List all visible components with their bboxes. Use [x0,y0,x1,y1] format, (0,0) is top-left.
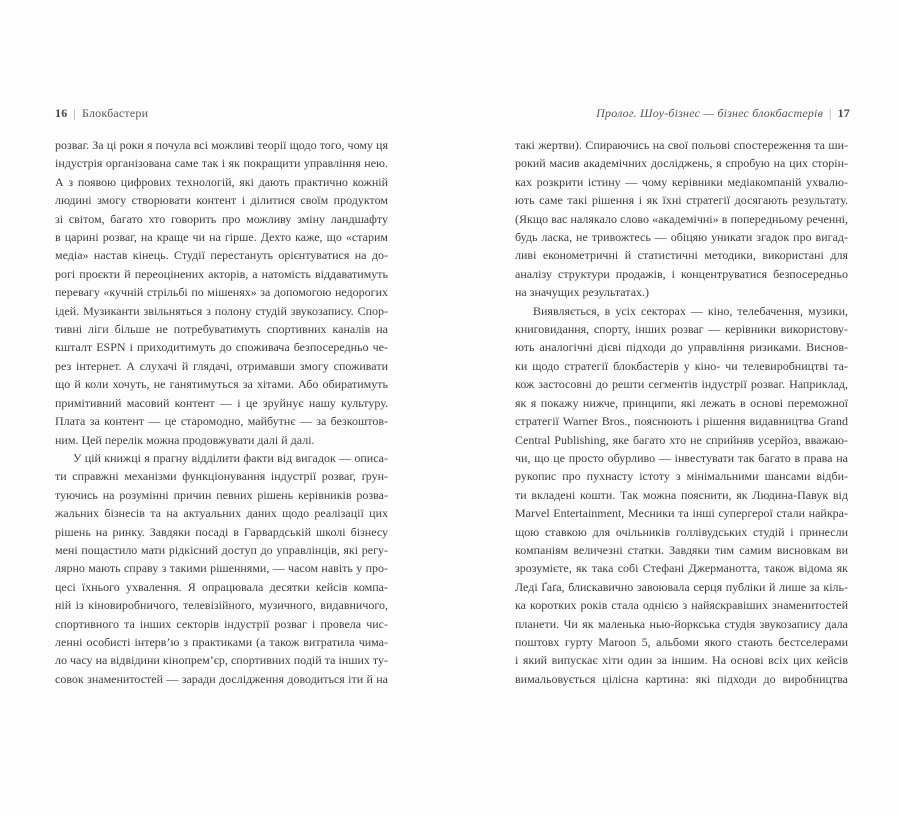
text-line: Central Publishing, яке багато хто не сприйняв усерйоз, вважаю- [515,432,848,447]
text-line: ленні особисті інтерв’ю з практиками (а також витратила чима- [55,634,388,649]
text-line: (Якщо вас налякало слово «академічні» в попередньому реченні, [515,211,848,226]
text-line: ти вкладені кошти. Так можна пояснити, як Людина-Павук від [515,487,848,502]
text-line: розваг. За ці роки я почула всі можливі теорії щодо того, чому ця [55,138,388,152]
text-line: щою ставкою для очільників голлівудських студій і принесли [515,524,848,539]
text-line: ній із кіновиробничого, телевізійного, музичного, видавничого, [55,598,388,613]
text-line: ним. Цей перелік можна продовжувати далі й далі. [55,432,315,447]
text-line: планети. Чи як маленька нью-йоркська студія звукозапису дала [515,616,848,631]
text-line: рогі проєкти й переоцінених акторів, а натомість віддаватимуть [55,266,388,281]
left-page-number: 16 [55,106,68,120]
text-line: примітивний масовий контент — і це зруйнує нашу культуру. [55,395,388,410]
text-line: ка коротких років стала однією з найяскравіших знаменитостей [515,598,848,613]
text-line: рішень на ринку. Завдяки посаді в Гарвардській школі бізнесу [55,524,388,539]
left-text-column [55,136,388,688]
text-line: Плата за контент — це старомодно, майбутнє — за безкоштов- [55,414,388,429]
text-line: стратегії Warner Bros., пояснюють і рішення видавництва Grand [515,414,848,429]
left-page-running-header [55,105,388,121]
text-line: кшталт ESPN і приходитимуть до споживача безпосередньо че- [55,340,388,355]
right-page-number: 17 [837,106,850,120]
text-line: поштовх гурту Maroon 5, альбоми якого стають бестселерами [515,634,848,649]
text-line: Marvel Entertainment, Месники та інші супергерої стали найкра- [515,506,848,521]
text-line: рукопис про пухнасту істоту з мінімальними шансами відби- [515,469,848,484]
text-line: ки щодо стратегії блокбастерів у кіно- чи телевиробництві та- [515,358,848,373]
text-line: ідей. Музиканти звільняться з полону студій звукозапису. Спор- [55,303,388,318]
text-line: такі жертви). Спираючись на свої польові спостереження та ши- [515,138,848,152]
text-line: зі світом, багато хто говорить про можливу зміну ландшафту [55,211,388,226]
text-line: в царині розваг, на краще чи на гірше. Дехто каже, що «старим [55,230,388,245]
text-line: зрозумієте, як така собі Стефані Джерманотта, також відома як [515,561,848,576]
text-line: перевагу «кучній стрільбі по мішенях» за допомогою недорогих [55,285,388,300]
text-line: будь ласка, не тривожтесь — обіцяю уникати згадок про вигад- [515,230,848,245]
text-line: жальних бізнесів та на актуальних даних щодо реалізації цих [55,506,388,521]
text-line: книговидання, спорту, інших розваг — керівники використову- [515,322,848,337]
text-line: совок знаменитостей — заради дослідження доводиться іти й на [55,671,388,686]
text-line: і який випускає хіти один за іншим. На основі всіх цих кейсів [515,653,848,668]
text-line: на значущих результатах.) [515,285,650,300]
text-line: компаніям величезні статки. Завдяки тим самим висновкам ви [515,542,848,557]
left-header-title: Блокбастери [82,106,149,120]
text-line: цесі їхнього ухвалення. Я опрацювала десятки кейсів компа- [55,579,388,594]
right-header-title: Пролог. Шоу-бізнес — бізнес блокбастерів [596,106,823,120]
text-line: як я покажу нижче, принципи, які лежать в основі переможної [515,395,848,410]
text-line: що й коли хочуть, не ганятимуться за хітами. Або обиратимуть [55,377,388,392]
text-line: туючись на розумінні причин певних рішень керівників розва- [55,487,388,502]
text-line: рез інтернет. А слухачі й глядачі, отримавши змогу споживати [55,358,388,373]
text-line: індустрія організована саме так і як покращити управління нею. [55,156,388,171]
text-line: вимальовується цілісна картина: які підходи до виробництва [515,671,848,686]
text-line: ють саме такі рішення і як їхні стратегії досягають результату. [515,193,848,208]
text-line: рокий масив академічних досліджень, я спробую на цих сторін- [515,156,848,171]
text-line: лярно мають справу з такими рішеннями, — часом навіть у про- [55,561,388,576]
text-line: ють аналогічні дієві підходи до управління ризиками. Виснов- [515,340,848,355]
text-line: У цій книжці я прагну відділити факти від вигадок — описа- [73,450,388,465]
text-line: тивні ліги більше не потребуватимуть спортивних каналів на [55,322,388,337]
text-line: аналізу структури продажів, і концентруватися безпосередньо [515,266,848,281]
text-line: Виявляється, в усіх секторах — кіно, телебачення, музики, [533,303,848,318]
text-line: кож застосовні до решти сегментів індустрії розваг. Наприклад, [515,377,848,392]
text-line: А з появою цифрових технологій, які дають практично кожній [55,174,388,189]
text-line: людині змогу створювати контент і ділитися своїм продуктом [55,193,388,208]
text-line: спортивного та інших секторів індустрії розваг і провела чис- [55,616,388,631]
text-line: чи, що це просто обурливо — інвестувати так багато в права на [515,450,848,465]
right-page-running-header [505,105,850,121]
right-text-column [515,136,848,688]
text-line: ло часу на відвідини кінопрем’єр, спортивних подій та інших ту- [55,653,388,668]
text-line: ках розкрити істину — чому керівники медіакомпаній ухвалю- [515,174,848,189]
text-line: Леді Ґаґа, блискавично завоювала серця публіки й лише за кіль- [515,579,848,594]
text-line: ливі економетричні й статистичні методики, використані для [515,248,848,263]
text-line: медіа» настав кінець. Студії перестануть орієнтуватися на до- [55,248,388,263]
text-line: мені пощастило мати рідкісний доступ до управлінців, які регу- [55,542,388,557]
left-header-separator: | [73,106,77,120]
text-line: ти справжні механізми функціонування індустрії розваг, ґрун- [55,469,388,484]
right-header-separator: | [828,106,832,120]
